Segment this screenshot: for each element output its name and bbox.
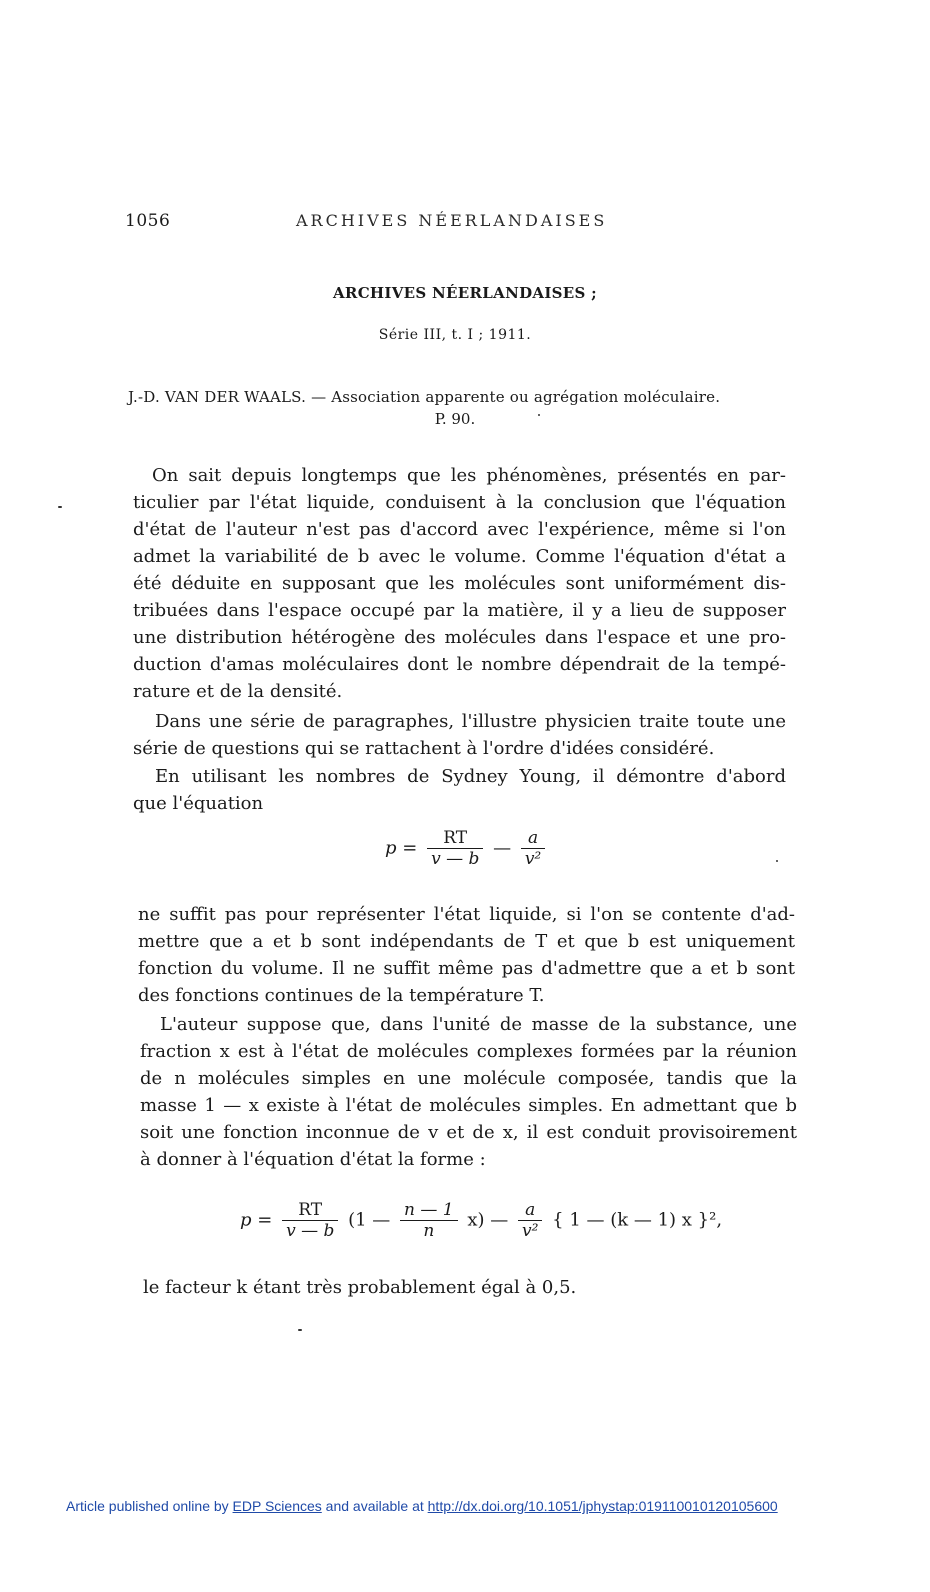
eq2-frac2-num: n — 1 [400,1200,458,1221]
eq2-lhs: p = [240,1209,273,1231]
text-line: masse 1 — x existe à l'état de molécules simples. En admettant que b [140,1095,797,1116]
text-line: ne suffit pas pour représenter l'état liquide, si l'on se contente d'ad- [138,904,795,925]
eq1-minus: — [493,837,512,859]
eq2-fraction-a [518,1200,542,1241]
footer-middle: and available at [321,1498,428,1514]
footer-prefix: Article published online by [66,1498,233,1514]
text-line: soit une fonction inconnue de v et de x, il est conduit provisoirement [140,1122,797,1143]
text-line: L'auteur suppose que, dans l'unité de masse de la substance, une [160,1014,797,1035]
eq1-fraction-rt [427,828,483,869]
page-number: 1056 [125,211,171,231]
text-line: été déduite en supposant que les molécules sont uniformément dis- [133,573,786,594]
text-line: tribuées dans l'espace occupé par la matière, il y a lieu de supposer [133,600,786,621]
text-line: que l'équation [133,793,264,814]
text-line: rature et de la densité. [133,681,343,702]
publisher-link[interactable]: EDP Sciences [232,1498,322,1514]
eq1-lhs: p = [385,837,418,859]
eq2-frac3-den: v² [521,1221,539,1241]
scan-speck [298,1329,302,1331]
text-line: série de questions qui se rattachent à l'ordre d'idées considéré. [133,738,715,759]
doi-link[interactable]: http://dx.doi.org/10.1051/jphystap:019110010120105600 [427,1498,778,1514]
eq2-frac3-num: a [518,1200,542,1221]
text-line: mettre que a et b sont indépendants de T et que b est uniquement [138,931,795,952]
text-line: En utilisant les nombres de Sydney Young, il démontre d'abord [155,766,786,787]
eq1-frac1-num: RT [427,828,483,849]
scan-speck [776,860,778,862]
text-line: fraction x est à l'état de molécules complexes formées par la réunion [140,1041,797,1062]
footer [66,1498,778,1514]
eq2-frac1-den: v — b [286,1221,335,1241]
eq2-fraction-n [400,1200,458,1241]
text-line: fonction du volume. Il ne suffit même pas d'admettre que a et b sont [138,958,795,979]
eq2-frac2-den: n [423,1221,435,1241]
text-line: une distribution hétérogène des molécules dans l'espace et une pro- [133,627,786,648]
text-line: admet la variabilité de b avec le volume. Comme l'équation d'état a [133,546,786,567]
text-line: d'état de l'auteur n'est pas d'accord avec l'expérience, même si l'on [133,519,786,540]
journal-title: ARCHIVES NÉERLANDAISES ; [332,284,598,302]
series-line: Série III, t. I ; 1911. [378,327,532,343]
eq1-fraction-a [521,828,545,869]
text-line: des fonctions continues de la température T. [138,985,545,1006]
text-line: duction d'amas moléculaires dont le nombre dépendrait de la tempé- [133,654,786,675]
reference-page: P. 90. [434,410,476,428]
eq2-frac1-num: RT [282,1200,338,1221]
eq1-frac2-num: a [521,828,545,849]
scan-speck [58,506,62,508]
eq2-paren-open: (1 — [348,1209,391,1231]
text-line: de n molécules simples en une molécule composée, tandis que la [140,1068,797,1089]
scan-speck [538,414,540,416]
text-line: On sait depuis longtemps que les phénomènes, présentés en par- [152,465,786,486]
text-line: ticulier par l'état liquide, conduisent à la conclusion que l'équation [133,492,786,513]
text-line: Dans une série de paragraphes, l'illustre physicien traite toute une [155,711,786,732]
reference-citation: J.-D. VAN DER WAALS. — Association apparente ou agrégation moléculaire. [128,388,721,406]
equation-1 [385,828,549,869]
eq1-frac2-den: v² [524,849,542,869]
eq2-paren-close: x) — [467,1209,509,1231]
running-head: ARCHIVES NÉERLANDAISES [296,211,608,230]
equation-2 [240,1200,722,1241]
eq1-frac1-den: v — b [431,849,480,869]
paragraph-6: le facteur k étant très probablement égal à 0,5. [143,1277,577,1298]
eq2-brace-term: { 1 — (k — 1) x }², [552,1209,723,1231]
text-line: à donner à l'équation d'état la forme : [140,1149,486,1170]
eq2-fraction-rt [282,1200,338,1241]
